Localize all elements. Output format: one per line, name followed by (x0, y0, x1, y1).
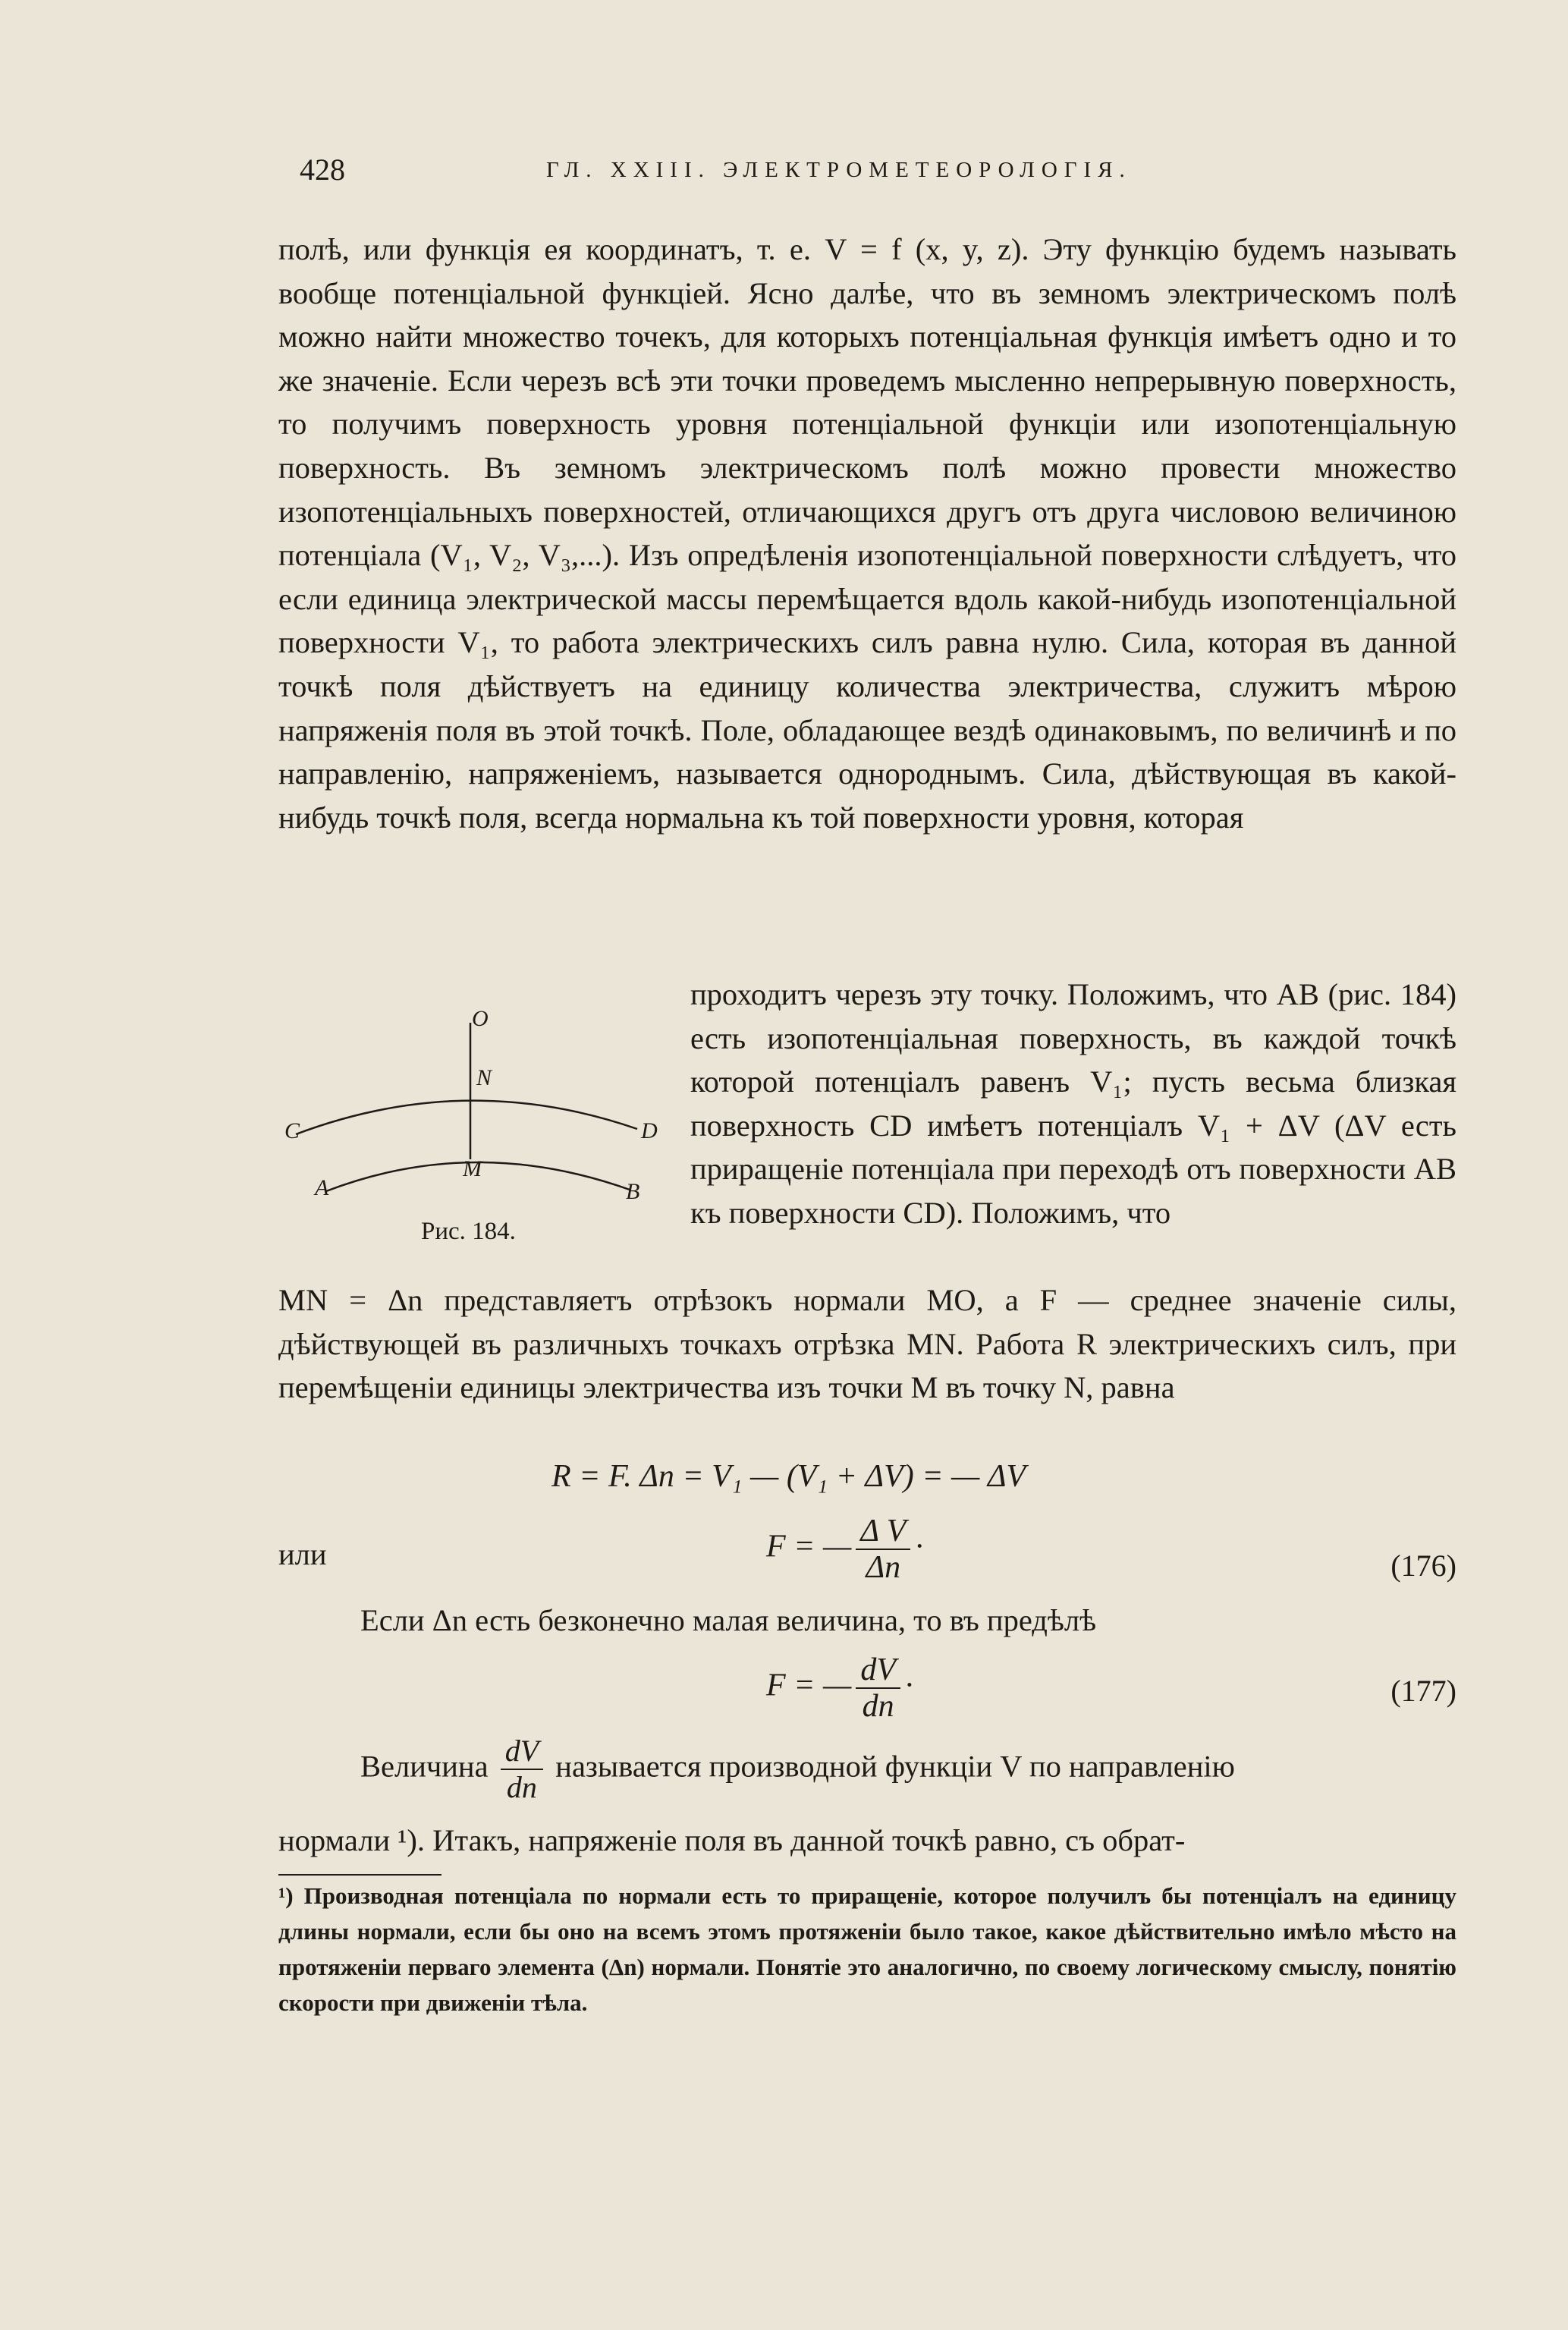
label-o: O (472, 1006, 489, 1031)
label-c: C (284, 1118, 300, 1143)
footnote-separator (278, 1874, 441, 1876)
eq176-numerator: Δ V (856, 1514, 910, 1550)
page-header (0, 152, 1568, 197)
derivative-fraction (501, 1734, 543, 1805)
derivative-start: Величина (360, 1749, 489, 1784)
surface-cd (296, 1101, 637, 1134)
chapter-title: ГЛ. XXIII. ЭЛЕКТРОМЕТЕОРОЛОГІЯ. (546, 158, 1132, 182)
label-b: B (626, 1179, 640, 1204)
paragraph-work-definition: MN = Δn представляетъ отрѣзокъ нормали MO, а F — среднее значеніе силы, дѣйствующей въ различныхъ точкахъ отрѣзка MN. Работа R электрическихъ силъ, при перемѣщеніи единицы электричества изъ точки M въ точку N, равна (278, 1283, 1456, 1405)
equation-work: R = F. Δn = V₁ — (V₁ + ΔV) = — ΔV (551, 1459, 1026, 1494)
eq177-lhs: F = — (766, 1668, 852, 1703)
label-a: A (315, 1175, 329, 1200)
paragraph-limit: Если Δn есть безконечно малая величина, то въ предѣлѣ (360, 1603, 1097, 1637)
equation-number-176: (176) (1390, 1549, 1456, 1583)
eq177-fraction (856, 1652, 900, 1724)
eq177-denominator: dn (862, 1689, 894, 1724)
paragraph-figure-description: проходитъ черезъ эту точку. Положимъ, что AB (рис. 184) есть изопотенціальная поверхность, въ каждой точкѣ которой потенціалъ равенъ V₁; пусть весьма близкая поверхность CD имѣетъ потенціалъ V₁ + ΔV (ΔV есть приращеніе потенціала при переходѣ отъ поверхности AB къ поверхности CD). Положимъ, что (690, 977, 1456, 1230)
footnote: ¹) Производная потенціала по нормали есть то приращеніе, которое получилъ бы потенціалъ на единицу длины нормали, если бы оно на всемъ этомъ протяженіи было такое, какое дѣйствительно имѣло мѣсто на протяженіи перваго элемента (Δn) нормали. Понятіе это аналогично, по своему логическому смыслу, понятію скорости при движеніи тѣла. (278, 1882, 1456, 2016)
label-d: D (641, 1118, 658, 1143)
label-m: M (463, 1156, 482, 1181)
paragraph-potential-function: полѣ, или функція ея координатъ, т. е. V = f (x, y, z). Эту функцію будемъ называть вообще потенціальной функціей. Ясно далѣе, что въ земномъ электрическомъ полѣ можно найти множество точекъ, для которыхъ потенціальная функція имѣетъ одно и то же значеніе. Если черезъ всѣ эти точки проведемъ мысленно непрерывную поверхность, то получимъ поверхность уровня потенціальной функціи или изопотенціальную поверхность. Въ земномъ электрическомъ полѣ можно провести множество изопотенціальныхъ поверхностей, отличающихся другъ отъ друга числовою величиною потенціала (V₁, V₂, V₃,...). Изъ опредѣленія изопотенціальной поверхности слѣдуетъ, что если единица электрической массы перемѣщается вдоль какой-нибудь изопотенціальной поверхности V₁, то работа электрическихъ силъ равна нулю. Сила, которая въ данной точкѣ поля дѣйствуетъ на единицу количества электричества, служитъ мѣрою напряженія поля въ этой точкѣ. Поле, обладающее вездѣ одинаковымъ, по величинѣ и по направленію, напряженіемъ, называется однороднымъ. Сила, дѣйствующая въ какой-нибудь точкѣ поля, всегда нормальна къ той поверхности уровня, которая (278, 232, 1456, 835)
label-n: N (476, 1065, 492, 1090)
equation-number-177: (177) (1390, 1674, 1456, 1708)
derivative-numerator: dV (501, 1734, 543, 1770)
equation-177: F = — $\frac{dV}{dn}$ · (766, 1652, 913, 1724)
eq176-lhs: F = — (766, 1529, 852, 1564)
eq177-numerator: dV (856, 1652, 900, 1689)
paragraph-field-intensity: нормали ¹). Итакъ, напряженіе поля въ данной точкѣ равно, съ обрат- (278, 1823, 1186, 1857)
page-number: 428 (300, 153, 345, 187)
equation-176: F = — $\frac{\text{Δ V}}{\Delta n}$ · (766, 1514, 923, 1585)
derivative-denominator: dn (506, 1770, 537, 1804)
figure-caption: Рис. 184. (421, 1218, 516, 1245)
paragraph-derivative (360, 1734, 1235, 1805)
eq176-denominator: Δn (866, 1550, 901, 1585)
derivative-rest: называется производной функціи V по направленію (555, 1749, 1235, 1784)
eq176-fraction (856, 1514, 910, 1585)
word-ili: или (278, 1537, 327, 1571)
